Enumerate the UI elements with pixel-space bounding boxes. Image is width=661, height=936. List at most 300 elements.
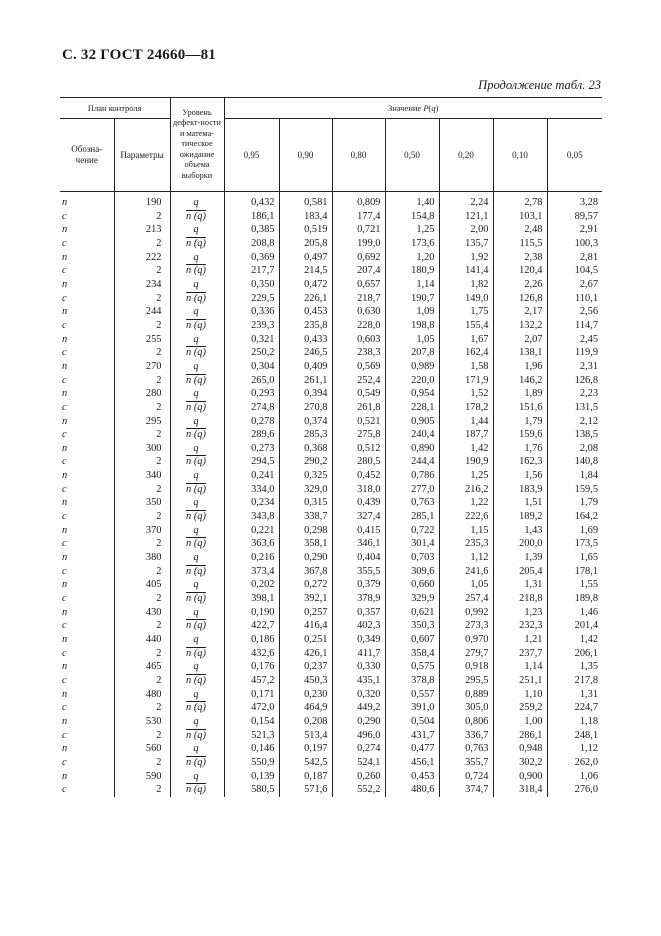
value-cell: 238,3 (332, 346, 385, 360)
value-cell: 1,25 (385, 223, 439, 237)
table-row (60, 387, 602, 401)
table-row (60, 619, 602, 633)
designation-cell: n (60, 715, 114, 729)
level-cell: n (q) (170, 674, 224, 688)
value-cell: 0,190 (224, 606, 279, 620)
value-cell: 0,257 (279, 606, 332, 620)
value-cell: 164,2 (574, 511, 599, 523)
value-cell: 2,12 (579, 415, 599, 427)
value-cell: 0,293 (224, 387, 279, 401)
value-cell: 1,76 (493, 442, 547, 456)
table-row (60, 251, 602, 265)
designation-cell: c (60, 701, 114, 715)
value-cell: 0,722 (385, 524, 439, 538)
value-cell: 0,321 (224, 333, 279, 347)
value-cell: 0,290 (332, 715, 385, 729)
table-row (60, 701, 602, 715)
header-p-value: 0,50 (385, 119, 439, 192)
table-row (60, 537, 602, 551)
value-cell: 1,89 (493, 387, 547, 401)
table-row (60, 305, 602, 319)
level-cell: q (170, 633, 224, 647)
value-cell: 1,23 (493, 606, 547, 620)
designation-cell: n (60, 469, 114, 483)
value-cell: 456,1 (385, 756, 439, 770)
level-cell: q (170, 688, 224, 702)
value-cell: 1,51 (493, 496, 547, 510)
table-row (60, 210, 602, 224)
value-cell: 449,2 (332, 701, 385, 715)
value-cell: 201,4 (574, 620, 599, 632)
value-cell: 0,905 (385, 415, 439, 429)
value-cell: 350,3 (385, 619, 439, 633)
value-cell: 154,8 (385, 210, 439, 224)
parameter-cell: 2 (114, 565, 170, 579)
level-cell: n (q) (170, 455, 224, 469)
value-cell: 1,58 (439, 360, 493, 374)
value-cell: 0,272 (279, 578, 332, 592)
level-cell: n (q) (170, 237, 224, 251)
value-cell: 0,330 (332, 660, 385, 674)
value-cell: 159,5 (574, 483, 599, 495)
value-cell: 309,6 (385, 565, 439, 579)
value-cell: 0,304 (224, 360, 279, 374)
value-cell: 0,368 (279, 442, 332, 456)
designation-cell: c (60, 210, 114, 224)
designation-cell: n (60, 551, 114, 565)
level-cell: n (q) (170, 401, 224, 415)
designation-cell: n (60, 305, 114, 319)
header-level: Уровень дефект-ности и матема-тическое ожидание объема выборки (170, 98, 224, 192)
table-row (60, 606, 602, 620)
value-cell: 0,241 (224, 469, 279, 483)
parameter-cell: 2 (114, 729, 170, 743)
header-p-value: 0,80 (332, 119, 385, 192)
table-row (60, 783, 602, 797)
value-cell: 0,512 (332, 442, 385, 456)
value-cell: 0,497 (279, 251, 332, 265)
value-cell: 0,336 (224, 305, 279, 319)
value-cell: 0,504 (385, 715, 439, 729)
value-cell: 521,3 (224, 729, 279, 743)
table-row (60, 756, 602, 770)
value-cell: 1,79 (579, 497, 599, 509)
value-cell: 318,4 (493, 783, 547, 797)
value-cell: 262,0 (574, 756, 599, 768)
value-cell: 285,1 (385, 510, 439, 524)
value-cell: 2,67 (579, 278, 599, 290)
value-cell: 0,325 (279, 469, 332, 483)
value-cell: 135,7 (439, 237, 493, 251)
header-value: Значение P(q) (224, 98, 602, 119)
designation-cell: c (60, 537, 114, 551)
value-cell: 0,251 (279, 633, 332, 647)
designation-cell: n (60, 278, 114, 292)
value-cell: 334,0 (224, 483, 279, 497)
level-cell: q (170, 524, 224, 538)
value-cell: 0,385 (224, 223, 279, 237)
parameter-cell: 244 (114, 305, 170, 319)
value-cell: 295,5 (439, 674, 493, 688)
value-cell: 229,5 (224, 292, 279, 306)
parameter-cell: 2 (114, 483, 170, 497)
value-cell: 1,39 (493, 551, 547, 565)
value-cell: 0,139 (224, 770, 279, 784)
value-cell: 0,786 (385, 469, 439, 483)
value-cell: 1,96 (493, 360, 547, 374)
value-cell: 0,394 (279, 387, 332, 401)
value-cell: 2,08 (579, 442, 599, 454)
value-cell: 0,320 (332, 688, 385, 702)
designation-cell: n (60, 192, 114, 210)
value-cell: 0,374 (279, 415, 332, 429)
designation-cell: c (60, 346, 114, 360)
table-row (60, 524, 602, 538)
parameter-cell: 430 (114, 606, 170, 620)
level-cell: n (q) (170, 346, 224, 360)
value-cell: 0,409 (279, 360, 332, 374)
value-cell: 0,278 (224, 415, 279, 429)
parameter-cell: 270 (114, 360, 170, 374)
table-body (60, 192, 602, 797)
designation-cell: n (60, 524, 114, 538)
value-cell: 226,1 (279, 292, 332, 306)
value-cell: 89,57 (574, 210, 599, 222)
value-cell: 2,00 (439, 223, 493, 237)
designation-cell: n (60, 223, 114, 237)
value-cell: 178,2 (439, 401, 493, 415)
value-cell: 237,7 (493, 647, 547, 661)
level-cell: n (q) (170, 264, 224, 278)
value-cell: 103,1 (493, 210, 547, 224)
parameter-cell: 440 (114, 633, 170, 647)
designation-cell: c (60, 401, 114, 415)
designation-cell: n (60, 442, 114, 456)
value-cell: 542,5 (279, 756, 332, 770)
value-cell: 0,237 (279, 660, 332, 674)
value-cell: 0,569 (332, 360, 385, 374)
value-cell: 217,8 (574, 674, 599, 686)
value-cell: 0,954 (385, 387, 439, 401)
value-cell: 1,44 (439, 415, 493, 429)
value-cell: 0,900 (493, 770, 547, 784)
table-row (60, 592, 602, 606)
designation-cell: c (60, 756, 114, 770)
value-cell: 171,9 (439, 374, 493, 388)
parameter-cell: 2 (114, 237, 170, 251)
level-cell: n (q) (170, 374, 224, 388)
value-cell: 217,7 (224, 264, 279, 278)
parameter-cell: 2 (114, 346, 170, 360)
parameter-cell: 530 (114, 715, 170, 729)
value-cell: 450,3 (279, 674, 332, 688)
value-cell: 378,9 (332, 592, 385, 606)
table-row (60, 360, 602, 374)
value-cell: 1,12 (439, 551, 493, 565)
level-cell: n (q) (170, 537, 224, 551)
value-cell: 251,1 (493, 674, 547, 688)
value-cell: 218,8 (493, 592, 547, 606)
parameter-cell: 222 (114, 251, 170, 265)
value-cell: 0,889 (439, 688, 493, 702)
value-cell: 0,202 (224, 578, 279, 592)
level-cell: n (q) (170, 783, 224, 797)
value-cell: 162,3 (493, 455, 547, 469)
value-cell: 0,186 (224, 633, 279, 647)
value-cell: 261,8 (332, 401, 385, 415)
designation-cell: n (60, 660, 114, 674)
value-cell: 1,35 (579, 661, 599, 673)
value-cell: 0,763 (385, 496, 439, 510)
value-cell: 1,14 (493, 660, 547, 674)
table-row (60, 319, 602, 333)
designation-cell: n (60, 360, 114, 374)
table-caption: Продолжение табл. 23 (478, 78, 601, 92)
table-row (60, 442, 602, 456)
value-cell: 1,82 (439, 278, 493, 292)
level-cell: n (q) (170, 729, 224, 743)
value-cell: 0,415 (332, 524, 385, 538)
value-cell: 426,1 (279, 647, 332, 661)
parameter-cell: 370 (114, 524, 170, 538)
parameter-cell: 2 (114, 374, 170, 388)
level-cell: q (170, 442, 224, 456)
value-cell: 104,5 (574, 265, 599, 277)
value-cell: 1,56 (493, 469, 547, 483)
level-cell: n (q) (170, 647, 224, 661)
value-cell: 1,31 (579, 688, 599, 700)
parameter-cell: 405 (114, 578, 170, 592)
table-row (60, 633, 602, 647)
value-cell: 261,1 (279, 374, 332, 388)
value-cell: 0,452 (332, 469, 385, 483)
value-cell: 0,472 (279, 278, 332, 292)
value-cell: 0,315 (279, 496, 332, 510)
value-cell: 1,55 (579, 579, 599, 591)
value-cell: 302,2 (493, 756, 547, 770)
value-cell: 274,8 (224, 401, 279, 415)
value-cell: 206,1 (574, 647, 599, 659)
value-cell: 0,404 (332, 551, 385, 565)
value-cell: 552,2 (332, 783, 385, 797)
value-cell: 571,6 (279, 783, 332, 797)
value-cell: 146,2 (493, 374, 547, 388)
level-cell: q (170, 496, 224, 510)
value-cell: 114,7 (575, 319, 599, 331)
value-cell: 402,3 (332, 619, 385, 633)
value-cell: 1,20 (385, 251, 439, 265)
value-cell: 189,8 (574, 593, 599, 605)
parameter-cell: 2 (114, 619, 170, 633)
designation-cell: c (60, 264, 114, 278)
parameter-cell: 2 (114, 510, 170, 524)
designation-cell: c (60, 783, 114, 797)
value-cell: 138,5 (574, 429, 599, 441)
table-row (60, 715, 602, 729)
parameter-cell: 280 (114, 387, 170, 401)
value-cell: 0,234 (224, 496, 279, 510)
value-cell: 208,8 (224, 237, 279, 251)
value-cell: 121,1 (439, 210, 493, 224)
value-cell: 120,4 (493, 264, 547, 278)
value-cell: 524,1 (332, 756, 385, 770)
value-cell: 329,9 (385, 592, 439, 606)
value-cell: 275,8 (332, 428, 385, 442)
designation-cell: n (60, 606, 114, 620)
value-cell: 1,18 (579, 715, 599, 727)
value-cell: 346,1 (332, 537, 385, 551)
value-cell: 0,477 (385, 742, 439, 756)
parameter-cell: 300 (114, 442, 170, 456)
value-cell: 1,21 (493, 633, 547, 647)
level-cell: q (170, 360, 224, 374)
value-cell: 1,15 (439, 524, 493, 538)
value-cell: 336,7 (439, 729, 493, 743)
value-cell: 343,8 (224, 510, 279, 524)
table-row (60, 510, 602, 524)
value-cell: 0,369 (224, 251, 279, 265)
designation-cell: c (60, 729, 114, 743)
value-cell: 2,91 (579, 224, 599, 236)
level-cell: q (170, 715, 224, 729)
designation-cell: n (60, 387, 114, 401)
value-cell: 1,14 (385, 278, 439, 292)
value-cell: 222,6 (439, 510, 493, 524)
table-row (60, 742, 602, 756)
table-row (60, 565, 602, 579)
value-cell: 0,171 (224, 688, 279, 702)
value-cell: 0,607 (385, 633, 439, 647)
value-cell: 0,439 (332, 496, 385, 510)
value-cell: 183,9 (493, 483, 547, 497)
value-cell: 0,989 (385, 360, 439, 374)
designation-cell: n (60, 770, 114, 784)
header-p-value: 0,10 (493, 119, 547, 192)
value-cell: 358,4 (385, 647, 439, 661)
value-cell: 228,1 (385, 401, 439, 415)
value-cell: 0,809 (332, 192, 385, 210)
value-cell: 0,724 (439, 770, 493, 784)
level-cell: n (q) (170, 565, 224, 579)
header-p-value: 0,90 (279, 119, 332, 192)
table-row (60, 401, 602, 415)
parameter-cell: 295 (114, 415, 170, 429)
value-cell: 240,4 (385, 428, 439, 442)
value-cell: 480,6 (385, 783, 439, 797)
value-cell: 1,05 (385, 333, 439, 347)
data-table-wrapper (60, 97, 602, 797)
value-cell: 2,56 (579, 306, 599, 318)
value-cell: 177,4 (332, 210, 385, 224)
value-cell: 0,433 (279, 333, 332, 347)
header-designation: Обозна-чение (60, 119, 114, 192)
value-cell: 0,557 (385, 688, 439, 702)
header-p-value: 0,20 (439, 119, 493, 192)
value-cell: 0,521 (332, 415, 385, 429)
value-cell: 235,3 (439, 537, 493, 551)
value-cell: 435,1 (332, 674, 385, 688)
designation-cell: n (60, 633, 114, 647)
value-cell: 235,8 (279, 319, 332, 333)
value-cell: 1,79 (493, 415, 547, 429)
value-cell: 2,23 (579, 388, 599, 400)
table-row (60, 192, 602, 210)
level-cell: q (170, 578, 224, 592)
value-cell: 1,69 (579, 524, 599, 536)
designation-cell: c (60, 455, 114, 469)
parameter-cell: 2 (114, 455, 170, 469)
value-cell: 132,2 (493, 319, 547, 333)
parameter-cell: 2 (114, 401, 170, 415)
value-cell: 2,48 (493, 223, 547, 237)
value-cell: 1,75 (439, 305, 493, 319)
table-row (60, 647, 602, 661)
value-cell: 2,07 (493, 333, 547, 347)
parameter-cell: 480 (114, 688, 170, 702)
value-cell: 0,703 (385, 551, 439, 565)
value-cell: 431,7 (385, 729, 439, 743)
value-cell: 2,26 (493, 278, 547, 292)
value-cell: 140,8 (574, 456, 599, 468)
value-cell: 1,46 (579, 606, 599, 618)
parameter-cell: 2 (114, 292, 170, 306)
value-cell: 1,65 (579, 552, 599, 564)
parameter-cell: 2 (114, 783, 170, 797)
value-cell: 294,5 (224, 455, 279, 469)
value-cell: 464,9 (279, 701, 332, 715)
value-cell: 218,7 (332, 292, 385, 306)
table-row (60, 729, 602, 743)
value-cell: 286,1 (493, 729, 547, 743)
value-cell: 151,6 (493, 401, 547, 415)
value-cell: 207,4 (332, 264, 385, 278)
level-cell: n (q) (170, 619, 224, 633)
value-cell: 0,260 (332, 770, 385, 784)
value-cell: 0,806 (439, 715, 493, 729)
table-row (60, 483, 602, 497)
level-cell: n (q) (170, 292, 224, 306)
value-cell: 457,2 (224, 674, 279, 688)
value-cell: 173,6 (385, 237, 439, 251)
value-cell: 0,453 (279, 305, 332, 319)
designation-cell: c (60, 510, 114, 524)
value-cell: 0,290 (279, 551, 332, 565)
value-cell: 1,31 (493, 578, 547, 592)
value-cell: 0,621 (385, 606, 439, 620)
value-cell: 115,5 (493, 237, 547, 251)
value-cell: 244,4 (385, 455, 439, 469)
value-cell: 100,3 (574, 237, 599, 249)
value-cell: 199,0 (332, 237, 385, 251)
parameter-cell: 2 (114, 537, 170, 551)
value-cell: 305,0 (439, 701, 493, 715)
value-cell: 355,5 (332, 565, 385, 579)
level-cell: n (q) (170, 701, 224, 715)
value-cell: 200,0 (493, 537, 547, 551)
value-cell: 363,6 (224, 537, 279, 551)
value-cell: 0,274 (332, 742, 385, 756)
value-cell: 422,7 (224, 619, 279, 633)
value-cell: 126,8 (574, 374, 599, 386)
value-cell: 0,432 (224, 192, 279, 210)
value-cell: 141,4 (439, 264, 493, 278)
header-plan: План контроля (60, 98, 170, 119)
level-cell: n (q) (170, 210, 224, 224)
level-cell: q (170, 192, 224, 210)
value-cell: 241,6 (439, 565, 493, 579)
value-cell: 0,657 (332, 278, 385, 292)
value-cell: 159,6 (493, 428, 547, 442)
